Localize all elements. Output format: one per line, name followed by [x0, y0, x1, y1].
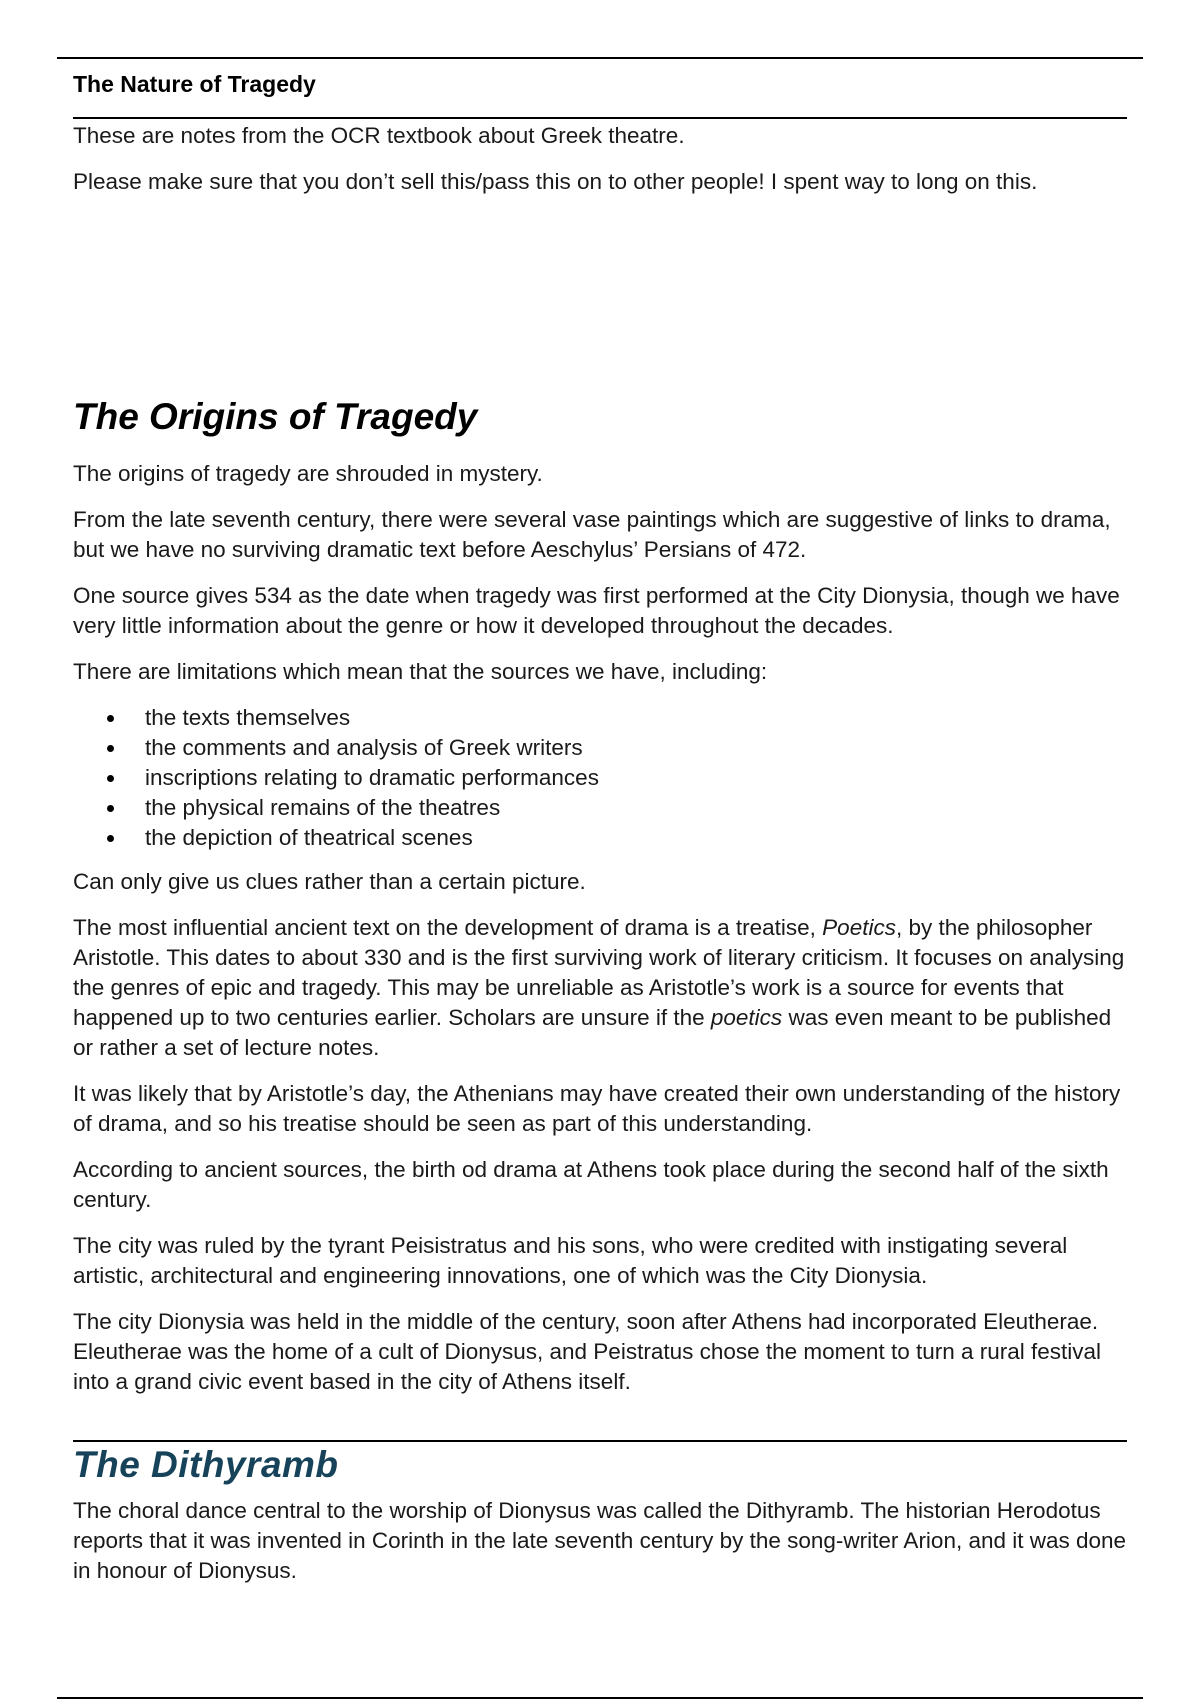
list-item: [73, 733, 1135, 763]
origins-paragraph-5: Can only give us clues rather than a certain picture.: [73, 869, 586, 894]
origins-paragraph-2: From the late seventh century, there were several vase paintings which are suggestive of links to drama, but we have no surviving dramatic text before Aeschylus’ Persians of 472.: [73, 507, 1111, 562]
intro-paragraph-1: These are notes from the OCR textbook about Greek theatre.: [73, 123, 685, 148]
poetics-title-2: poetics: [710, 1005, 783, 1030]
origins-paragraph-8: According to ancient sources, the birth od drama at Athens took place during the second half of the sixth century.: [73, 1157, 1109, 1212]
bullet-icon: [107, 715, 114, 722]
header-rule: [73, 117, 1127, 119]
dithyramb-section: [73, 1496, 1135, 1586]
p6-text-b: , by the philosopher Aristotle. This dates to about 330 and is the first surviving work of literary criticism. It focuses on analysing the genres of epic and tragedy. This may be unreliable as Aristotle’s work is a source for events that happened up to two centuries earlier. Scholars are unsure if the: [73, 915, 1125, 1030]
dithyramb-rule: [73, 1440, 1127, 1442]
origins-section: [73, 459, 1135, 1413]
list-item-text: the physical remains of the theatres: [145, 795, 501, 820]
list-item: [73, 703, 1135, 733]
poetics-title: Poetics: [822, 915, 896, 940]
list-item: [73, 793, 1135, 823]
list-item: [73, 823, 1135, 853]
document-header-title: The Nature of Tragedy: [73, 71, 316, 97]
bullet-icon: [107, 775, 114, 782]
bullet-icon: [107, 805, 114, 812]
list-item-text: the depiction of theatrical scenes: [145, 825, 473, 850]
dithyramb-heading: The Dithyramb: [73, 1444, 339, 1485]
bullet-icon: [107, 835, 114, 842]
page-bottom-rule: [57, 1697, 1143, 1699]
list-item-text: the comments and analysis of Greek writers: [145, 735, 583, 760]
dithyramb-paragraph-1: The choral dance central to the worship of Dionysus was called the Dithyramb. The historian Herodotus reports that it was invented in Corinth in the late seventh century by the song-writer Arion, and it was done in honour of Dionysus.: [73, 1498, 1127, 1583]
origins-paragraph-10: The city Dionysia was held in the middle of the century, soon after Athens had incorporated Eleutherae. Eleutherae was the home of a cult of Dionysus, and Peistratus chose the moment to turn a rural festival into a grand civic event based in the city of Athens itself.: [73, 1309, 1102, 1394]
origins-paragraph-3: One source gives 534 as the date when tragedy was first performed at the City Dionysia, though we have very little information about the genre or how it developed throughout the decades.: [73, 583, 1120, 638]
origins-paragraph-4: There are limitations which mean that the sources we have, including:: [73, 659, 768, 684]
intro-paragraph-2: Please make sure that you don’t sell this/pass this on to other people! I spent way to long on this.: [73, 169, 1038, 194]
list-item: [73, 763, 1135, 793]
p6-text-c: was even meant to be published or rather a set of lecture notes.: [73, 1005, 1112, 1060]
p6-text-a: The most influential ancient text on the development of drama is a treatise,: [73, 915, 823, 940]
origins-paragraph-6: [73, 913, 1135, 1063]
origins-paragraph-9: The city was ruled by the tyrant Peisistratus and his sons, who were credited with instigating several artistic, architectural and engineering innovations, one of which was the City Dionysia.: [73, 1233, 1068, 1288]
page-top-rule: [57, 57, 1143, 59]
bullet-icon: [107, 745, 114, 752]
list-item-text: the texts themselves: [145, 705, 351, 730]
origins-paragraph-7: It was likely that by Aristotle’s day, the Athenians may have created their own understanding of the history of drama, and so his treatise should be seen as part of this understanding.: [73, 1081, 1121, 1136]
origins-paragraph-1: The origins of tragedy are shrouded in mystery.: [73, 461, 543, 486]
intro-section: [73, 121, 1135, 213]
list-item-text: inscriptions relating to dramatic performances: [145, 765, 599, 790]
origins-heading: The Origins of Tragedy: [73, 396, 478, 437]
sources-list: [73, 703, 1135, 853]
